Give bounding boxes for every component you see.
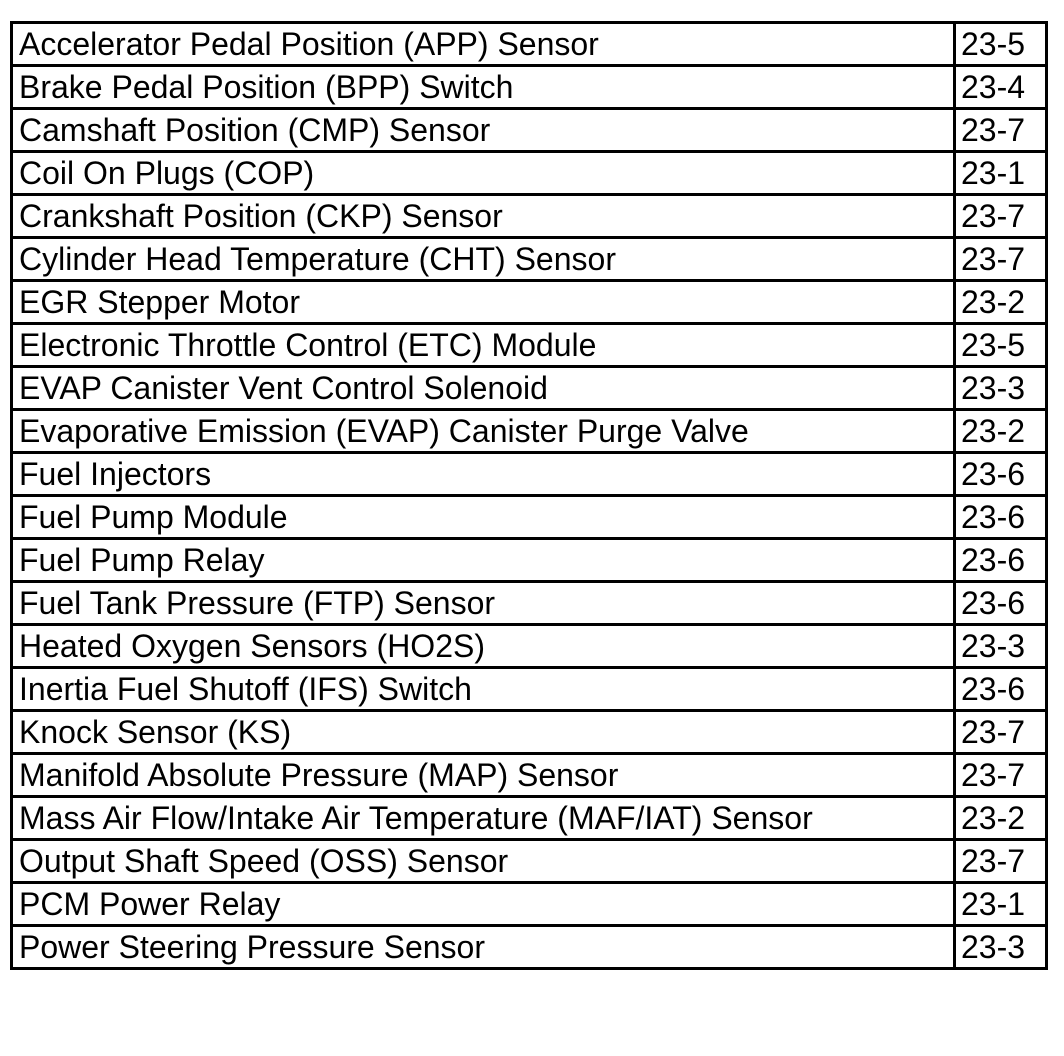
table-row	[12, 453, 1047, 496]
component-name-cell: Fuel Pump Relay	[12, 539, 955, 582]
component-name-cell: Heated Oxygen Sensors (HO2S)	[12, 625, 955, 668]
reference-cell: 23-2	[955, 281, 1047, 324]
reference-cell: 23-2	[955, 410, 1047, 453]
table-row	[12, 66, 1047, 109]
component-name-cell: Electronic Throttle Control (ETC) Module	[12, 324, 955, 367]
reference-cell: 23-3	[955, 625, 1047, 668]
component-name-cell: Cylinder Head Temperature (CHT) Sensor	[12, 238, 955, 281]
table-row	[12, 410, 1047, 453]
component-name-cell: Evaporative Emission (EVAP) Canister Purge Valve	[12, 410, 955, 453]
reference-cell: 23-6	[955, 539, 1047, 582]
component-name-cell: Accelerator Pedal Position (APP) Sensor	[12, 23, 955, 66]
table-row	[12, 281, 1047, 324]
component-name-cell: Brake Pedal Position (BPP) Switch	[12, 66, 955, 109]
table-row	[12, 711, 1047, 754]
reference-cell: 23-3	[955, 926, 1047, 969]
reference-cell: 23-5	[955, 23, 1047, 66]
table-row	[12, 23, 1047, 66]
reference-cell: 23-5	[955, 324, 1047, 367]
component-name-cell: Fuel Tank Pressure (FTP) Sensor	[12, 582, 955, 625]
component-name-cell: Inertia Fuel Shutoff (IFS) Switch	[12, 668, 955, 711]
table-row	[12, 754, 1047, 797]
component-name-cell: Manifold Absolute Pressure (MAP) Sensor	[12, 754, 955, 797]
component-name-cell: Output Shaft Speed (OSS) Sensor	[12, 840, 955, 883]
reference-cell: 23-7	[955, 238, 1047, 281]
component-table-body	[12, 23, 1047, 969]
component-name-cell: EVAP Canister Vent Control Solenoid	[12, 367, 955, 410]
table-row	[12, 152, 1047, 195]
component-location-table	[10, 21, 1048, 970]
table-row	[12, 324, 1047, 367]
component-name-cell: Crankshaft Position (CKP) Sensor	[12, 195, 955, 238]
reference-cell: 23-6	[955, 668, 1047, 711]
reference-cell: 23-7	[955, 754, 1047, 797]
reference-cell: 23-3	[955, 367, 1047, 410]
reference-cell: 23-4	[955, 66, 1047, 109]
table-row	[12, 840, 1047, 883]
component-name-cell: Fuel Pump Module	[12, 496, 955, 539]
reference-cell: 23-1	[955, 883, 1047, 926]
table-row	[12, 367, 1047, 410]
table-row	[12, 109, 1047, 152]
reference-cell: 23-2	[955, 797, 1047, 840]
component-name-cell: Mass Air Flow/Intake Air Temperature (MAF/IAT) Sensor	[12, 797, 955, 840]
reference-cell: 23-1	[955, 152, 1047, 195]
reference-cell: 23-6	[955, 496, 1047, 539]
component-name-cell: EGR Stepper Motor	[12, 281, 955, 324]
table-row	[12, 238, 1047, 281]
component-name-cell: Fuel Injectors	[12, 453, 955, 496]
reference-cell: 23-7	[955, 711, 1047, 754]
table-row	[12, 797, 1047, 840]
table-row	[12, 883, 1047, 926]
table-row	[12, 195, 1047, 238]
component-name-cell: Coil On Plugs (COP)	[12, 152, 955, 195]
reference-cell: 23-7	[955, 195, 1047, 238]
component-name-cell: Camshaft Position (CMP) Sensor	[12, 109, 955, 152]
table-row	[12, 668, 1047, 711]
table-row	[12, 625, 1047, 668]
table-row	[12, 539, 1047, 582]
reference-cell: 23-7	[955, 840, 1047, 883]
reference-cell: 23-7	[955, 109, 1047, 152]
table-row	[12, 926, 1047, 969]
table-row	[12, 496, 1047, 539]
component-name-cell: Knock Sensor (KS)	[12, 711, 955, 754]
reference-cell: 23-6	[955, 453, 1047, 496]
reference-cell: 23-6	[955, 582, 1047, 625]
component-name-cell: PCM Power Relay	[12, 883, 955, 926]
component-name-cell: Power Steering Pressure Sensor	[12, 926, 955, 969]
table-row	[12, 582, 1047, 625]
